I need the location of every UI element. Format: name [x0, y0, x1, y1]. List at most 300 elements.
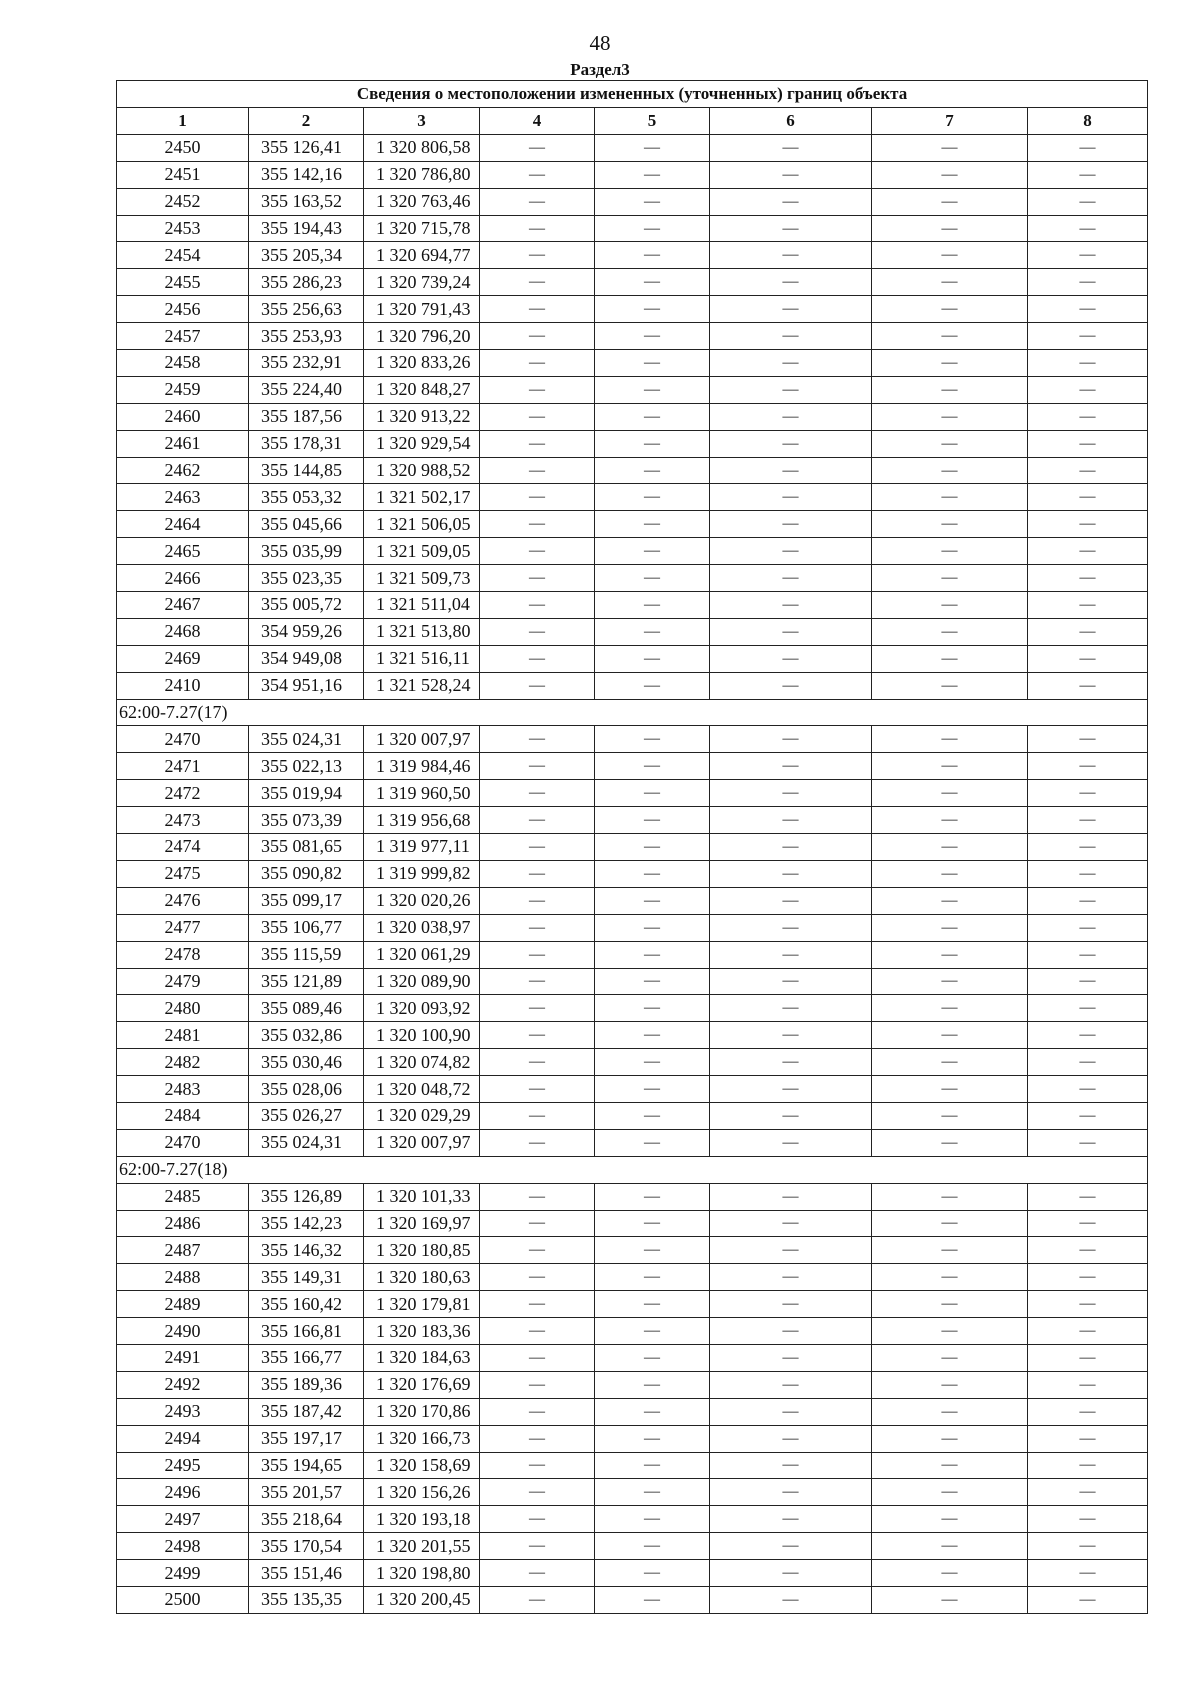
x-coordinate-cell: 355 146,32: [249, 1237, 364, 1264]
empty-value-cell: —: [1028, 968, 1148, 995]
empty-value-cell: —: [872, 1586, 1028, 1613]
empty-value-cell: —: [595, 1344, 710, 1371]
point-number-cell: 2485: [117, 1183, 249, 1210]
empty-value-cell: —: [1028, 296, 1148, 323]
y-coordinate-cell: 1 319 977,11: [364, 834, 480, 861]
empty-value-cell: —: [710, 134, 872, 161]
table-row: [117, 1076, 1148, 1103]
empty-value-cell: —: [480, 618, 595, 645]
empty-value-cell: —: [1028, 323, 1148, 350]
point-number-cell: 2474: [117, 834, 249, 861]
empty-value-cell: —: [480, 753, 595, 780]
empty-value-cell: —: [710, 538, 872, 565]
table-row: [117, 753, 1148, 780]
empty-value-cell: —: [872, 1425, 1028, 1452]
empty-value-cell: —: [480, 1586, 595, 1613]
table-row: [117, 834, 1148, 861]
point-number-cell: 2489: [117, 1291, 249, 1318]
empty-value-cell: —: [710, 1183, 872, 1210]
column-header: 2: [249, 108, 364, 135]
empty-value-cell: —: [595, 511, 710, 538]
empty-value-cell: —: [480, 376, 595, 403]
empty-value-cell: —: [872, 1533, 1028, 1560]
x-coordinate-cell: 355 187,42: [249, 1398, 364, 1425]
y-coordinate-cell: 1 320 007,97: [364, 1129, 480, 1156]
y-coordinate-cell: 1 320 193,18: [364, 1506, 480, 1533]
y-coordinate-cell: 1 320 156,26: [364, 1479, 480, 1506]
empty-value-cell: —: [595, 403, 710, 430]
empty-value-cell: —: [710, 242, 872, 269]
point-number-cell: 2453: [117, 215, 249, 242]
empty-value-cell: —: [595, 1291, 710, 1318]
x-coordinate-cell: 355 126,89: [249, 1183, 364, 1210]
empty-value-cell: —: [872, 1022, 1028, 1049]
empty-value-cell: —: [710, 1049, 872, 1076]
empty-value-cell: —: [872, 269, 1028, 296]
point-number-cell: 2483: [117, 1076, 249, 1103]
point-number-cell: 2494: [117, 1425, 249, 1452]
y-coordinate-cell: 1 321 509,73: [364, 565, 480, 592]
x-coordinate-cell: 355 178,31: [249, 430, 364, 457]
empty-value-cell: —: [1028, 1586, 1148, 1613]
column-header: 5: [595, 108, 710, 135]
empty-value-cell: —: [480, 968, 595, 995]
empty-value-cell: —: [1028, 726, 1148, 753]
empty-value-cell: —: [872, 188, 1028, 215]
table-row: [117, 887, 1148, 914]
empty-value-cell: —: [595, 1371, 710, 1398]
point-number-cell: 2490: [117, 1318, 249, 1345]
empty-value-cell: —: [480, 1533, 595, 1560]
empty-value-cell: —: [1028, 753, 1148, 780]
empty-value-cell: —: [710, 350, 872, 377]
empty-value-cell: —: [595, 968, 710, 995]
empty-value-cell: —: [595, 1183, 710, 1210]
table-row: [117, 618, 1148, 645]
y-coordinate-cell: 1 320 806,58: [364, 134, 480, 161]
empty-value-cell: —: [872, 753, 1028, 780]
empty-value-cell: —: [480, 672, 595, 699]
point-number-cell: 2498: [117, 1533, 249, 1560]
table-caption-row: [117, 81, 1148, 108]
empty-value-cell: —: [480, 511, 595, 538]
table-row: [117, 1237, 1148, 1264]
empty-value-cell: —: [480, 995, 595, 1022]
empty-value-cell: —: [1028, 645, 1148, 672]
empty-value-cell: —: [710, 403, 872, 430]
column-header: 1: [117, 108, 249, 135]
x-coordinate-cell: 354 951,16: [249, 672, 364, 699]
table-row: [117, 1371, 1148, 1398]
y-coordinate-cell: 1 320 184,63: [364, 1344, 480, 1371]
x-coordinate-cell: 355 121,89: [249, 968, 364, 995]
point-number-cell: 2450: [117, 134, 249, 161]
y-coordinate-cell: 1 320 739,24: [364, 269, 480, 296]
empty-value-cell: —: [710, 215, 872, 242]
y-coordinate-cell: 1 319 984,46: [364, 753, 480, 780]
x-coordinate-cell: 355 115,59: [249, 941, 364, 968]
x-coordinate-cell: 355 089,46: [249, 995, 364, 1022]
empty-value-cell: —: [710, 834, 872, 861]
y-coordinate-cell: 1 320 170,86: [364, 1398, 480, 1425]
empty-value-cell: —: [872, 1210, 1028, 1237]
empty-value-cell: —: [595, 1049, 710, 1076]
empty-value-cell: —: [872, 592, 1028, 619]
empty-value-cell: —: [872, 1076, 1028, 1103]
y-coordinate-cell: 1 320 101,33: [364, 1183, 480, 1210]
empty-value-cell: —: [1028, 914, 1148, 941]
empty-value-cell: —: [595, 780, 710, 807]
empty-value-cell: —: [872, 1398, 1028, 1425]
point-number-cell: 2462: [117, 457, 249, 484]
table-row: [117, 430, 1148, 457]
x-coordinate-cell: 355 163,52: [249, 188, 364, 215]
empty-value-cell: —: [595, 1318, 710, 1345]
x-coordinate-cell: 355 024,31: [249, 1129, 364, 1156]
empty-value-cell: —: [1028, 995, 1148, 1022]
table-row: [117, 242, 1148, 269]
y-coordinate-cell: 1 321 506,05: [364, 511, 480, 538]
empty-value-cell: —: [1028, 134, 1148, 161]
empty-value-cell: —: [1028, 1371, 1148, 1398]
empty-value-cell: —: [872, 1264, 1028, 1291]
empty-value-cell: —: [710, 968, 872, 995]
empty-value-cell: —: [710, 376, 872, 403]
empty-value-cell: —: [872, 780, 1028, 807]
empty-value-cell: —: [595, 753, 710, 780]
table-body: [117, 134, 1148, 1613]
empty-value-cell: —: [595, 995, 710, 1022]
empty-value-cell: —: [1028, 565, 1148, 592]
table-row: [117, 511, 1148, 538]
empty-value-cell: —: [480, 484, 595, 511]
empty-value-cell: —: [710, 1533, 872, 1560]
empty-value-cell: —: [872, 1129, 1028, 1156]
empty-value-cell: —: [480, 1560, 595, 1587]
empty-value-cell: —: [480, 834, 595, 861]
empty-value-cell: —: [872, 914, 1028, 941]
empty-value-cell: —: [595, 188, 710, 215]
empty-value-cell: —: [1028, 592, 1148, 619]
empty-value-cell: —: [595, 1533, 710, 1560]
empty-value-cell: —: [595, 860, 710, 887]
point-number-cell: 2493: [117, 1398, 249, 1425]
empty-value-cell: —: [872, 350, 1028, 377]
empty-value-cell: —: [480, 1210, 595, 1237]
empty-value-cell: —: [595, 887, 710, 914]
y-coordinate-cell: 1 320 169,97: [364, 1210, 480, 1237]
empty-value-cell: —: [710, 672, 872, 699]
point-number-cell: 2477: [117, 914, 249, 941]
x-coordinate-cell: 355 099,17: [249, 887, 364, 914]
empty-value-cell: —: [872, 860, 1028, 887]
empty-value-cell: —: [480, 1452, 595, 1479]
empty-value-cell: —: [710, 860, 872, 887]
empty-value-cell: —: [872, 968, 1028, 995]
x-coordinate-cell: 355 205,34: [249, 242, 364, 269]
empty-value-cell: —: [872, 1102, 1028, 1129]
empty-value-cell: —: [480, 1183, 595, 1210]
table-row: [117, 1479, 1148, 1506]
y-coordinate-cell: 1 319 956,68: [364, 807, 480, 834]
point-number-cell: 2464: [117, 511, 249, 538]
y-coordinate-cell: 1 320 038,97: [364, 914, 480, 941]
x-coordinate-cell: 355 144,85: [249, 457, 364, 484]
empty-value-cell: —: [710, 323, 872, 350]
empty-value-cell: —: [1028, 215, 1148, 242]
empty-value-cell: —: [480, 134, 595, 161]
empty-value-cell: —: [595, 726, 710, 753]
empty-value-cell: —: [1028, 672, 1148, 699]
empty-value-cell: —: [710, 1318, 872, 1345]
x-coordinate-cell: 355 032,86: [249, 1022, 364, 1049]
x-coordinate-cell: 355 170,54: [249, 1533, 364, 1560]
empty-value-cell: —: [1028, 1452, 1148, 1479]
x-coordinate-cell: 355 081,65: [249, 834, 364, 861]
empty-value-cell: —: [710, 161, 872, 188]
y-coordinate-cell: 1 320 198,80: [364, 1560, 480, 1587]
table-row: [117, 592, 1148, 619]
y-coordinate-cell: 1 320 694,77: [364, 242, 480, 269]
table-row: [117, 995, 1148, 1022]
empty-value-cell: —: [595, 1102, 710, 1129]
x-coordinate-cell: 355 256,63: [249, 296, 364, 323]
point-number-cell: 2455: [117, 269, 249, 296]
empty-value-cell: —: [1028, 1291, 1148, 1318]
empty-value-cell: —: [710, 1264, 872, 1291]
empty-value-cell: —: [872, 242, 1028, 269]
empty-value-cell: —: [595, 1398, 710, 1425]
point-number-cell: 2457: [117, 323, 249, 350]
empty-value-cell: —: [595, 941, 710, 968]
empty-value-cell: —: [1028, 1210, 1148, 1237]
point-number-cell: 2452: [117, 188, 249, 215]
empty-value-cell: —: [710, 1291, 872, 1318]
empty-value-cell: —: [1028, 457, 1148, 484]
table-row: [117, 1506, 1148, 1533]
x-coordinate-cell: 355 126,41: [249, 134, 364, 161]
empty-value-cell: —: [710, 1586, 872, 1613]
table-row: [117, 1586, 1148, 1613]
y-coordinate-cell: 1 320 200,45: [364, 1586, 480, 1613]
y-coordinate-cell: 1 320 089,90: [364, 968, 480, 995]
y-coordinate-cell: 1 320 158,69: [364, 1452, 480, 1479]
table-row: [117, 188, 1148, 215]
point-number-cell: 2467: [117, 592, 249, 619]
point-number-cell: 2460: [117, 403, 249, 430]
point-number-cell: 2480: [117, 995, 249, 1022]
empty-value-cell: —: [595, 1452, 710, 1479]
table-row: [117, 215, 1148, 242]
table-row: [117, 941, 1148, 968]
table-row: [117, 968, 1148, 995]
empty-value-cell: —: [1028, 403, 1148, 430]
x-coordinate-cell: 355 030,46: [249, 1049, 364, 1076]
empty-value-cell: —: [1028, 430, 1148, 457]
empty-value-cell: —: [710, 1398, 872, 1425]
point-number-cell: 2495: [117, 1452, 249, 1479]
point-number-cell: 2410: [117, 672, 249, 699]
empty-value-cell: —: [595, 269, 710, 296]
group-row: [117, 1156, 1148, 1183]
point-number-cell: 2482: [117, 1049, 249, 1076]
empty-value-cell: —: [1028, 538, 1148, 565]
empty-value-cell: —: [710, 188, 872, 215]
point-number-cell: 2481: [117, 1022, 249, 1049]
empty-value-cell: —: [710, 1479, 872, 1506]
empty-value-cell: —: [480, 403, 595, 430]
table-row: [117, 296, 1148, 323]
column-header: 3: [364, 108, 480, 135]
empty-value-cell: —: [595, 1210, 710, 1237]
x-coordinate-cell: 355 224,40: [249, 376, 364, 403]
empty-value-cell: —: [480, 538, 595, 565]
y-coordinate-cell: 1 320 763,46: [364, 188, 480, 215]
point-number-cell: 2458: [117, 350, 249, 377]
empty-value-cell: —: [710, 914, 872, 941]
point-number-cell: 2451: [117, 161, 249, 188]
x-coordinate-cell: 355 151,46: [249, 1560, 364, 1587]
empty-value-cell: —: [872, 941, 1028, 968]
empty-value-cell: —: [480, 565, 595, 592]
empty-value-cell: —: [872, 1183, 1028, 1210]
y-coordinate-cell: 1 320 048,72: [364, 1076, 480, 1103]
point-number-cell: 2465: [117, 538, 249, 565]
empty-value-cell: —: [1028, 618, 1148, 645]
empty-value-cell: —: [872, 565, 1028, 592]
empty-value-cell: —: [710, 887, 872, 914]
empty-value-cell: —: [480, 1398, 595, 1425]
empty-value-cell: —: [1028, 1398, 1148, 1425]
x-coordinate-cell: 355 019,94: [249, 780, 364, 807]
table-row: [117, 376, 1148, 403]
table-row: [117, 323, 1148, 350]
empty-value-cell: —: [480, 1022, 595, 1049]
empty-value-cell: —: [595, 350, 710, 377]
empty-value-cell: —: [1028, 484, 1148, 511]
empty-value-cell: —: [595, 1560, 710, 1587]
column-header-row: [117, 108, 1148, 135]
empty-value-cell: —: [710, 269, 872, 296]
point-number-cell: 2499: [117, 1560, 249, 1587]
empty-value-cell: —: [480, 592, 595, 619]
x-coordinate-cell: 355 218,64: [249, 1506, 364, 1533]
point-number-cell: 2492: [117, 1371, 249, 1398]
empty-value-cell: —: [872, 1371, 1028, 1398]
empty-value-cell: —: [710, 1076, 872, 1103]
coordinates-table: [116, 80, 1148, 1614]
empty-value-cell: —: [710, 484, 872, 511]
empty-value-cell: —: [872, 995, 1028, 1022]
empty-value-cell: —: [595, 376, 710, 403]
x-coordinate-cell: 355 201,57: [249, 1479, 364, 1506]
empty-value-cell: —: [710, 430, 872, 457]
empty-value-cell: —: [480, 188, 595, 215]
table-row: [117, 1533, 1148, 1560]
point-number-cell: 2488: [117, 1264, 249, 1291]
empty-value-cell: —: [1028, 1183, 1148, 1210]
x-coordinate-cell: 355 286,23: [249, 269, 364, 296]
empty-value-cell: —: [1028, 1264, 1148, 1291]
y-coordinate-cell: 1 320 061,29: [364, 941, 480, 968]
empty-value-cell: —: [1028, 834, 1148, 861]
empty-value-cell: —: [1028, 807, 1148, 834]
empty-value-cell: —: [710, 1560, 872, 1587]
table-row: [117, 807, 1148, 834]
empty-value-cell: —: [1028, 860, 1148, 887]
empty-value-cell: —: [872, 1344, 1028, 1371]
y-coordinate-cell: 1 320 786,80: [364, 161, 480, 188]
empty-value-cell: —: [595, 296, 710, 323]
table-row: [117, 1425, 1148, 1452]
empty-value-cell: —: [480, 1506, 595, 1533]
x-coordinate-cell: 355 197,17: [249, 1425, 364, 1452]
y-coordinate-cell: 1 321 528,24: [364, 672, 480, 699]
y-coordinate-cell: 1 320 791,43: [364, 296, 480, 323]
empty-value-cell: —: [595, 484, 710, 511]
x-coordinate-cell: 355 028,06: [249, 1076, 364, 1103]
y-coordinate-cell: 1 320 833,26: [364, 350, 480, 377]
point-number-cell: 2484: [117, 1102, 249, 1129]
y-coordinate-cell: 1 320 988,52: [364, 457, 480, 484]
empty-value-cell: —: [595, 242, 710, 269]
point-number-cell: 2497: [117, 1506, 249, 1533]
empty-value-cell: —: [710, 726, 872, 753]
empty-value-cell: —: [872, 134, 1028, 161]
x-coordinate-cell: 354 949,08: [249, 645, 364, 672]
empty-value-cell: —: [480, 269, 595, 296]
empty-value-cell: —: [710, 1210, 872, 1237]
empty-value-cell: —: [595, 134, 710, 161]
table-row: [117, 457, 1148, 484]
empty-value-cell: —: [872, 215, 1028, 242]
empty-value-cell: —: [1028, 376, 1148, 403]
table-row: [117, 1210, 1148, 1237]
y-coordinate-cell: 1 321 502,17: [364, 484, 480, 511]
point-number-cell: 2466: [117, 565, 249, 592]
y-coordinate-cell: 1 320 913,22: [364, 403, 480, 430]
empty-value-cell: —: [1028, 1318, 1148, 1345]
empty-value-cell: —: [1028, 780, 1148, 807]
group-row: [117, 699, 1148, 726]
empty-value-cell: —: [595, 618, 710, 645]
point-number-cell: 2459: [117, 376, 249, 403]
point-number-cell: 2491: [117, 1344, 249, 1371]
group-label: 62:00-7.27(18): [117, 1156, 1148, 1183]
empty-value-cell: —: [710, 457, 872, 484]
empty-value-cell: —: [1028, 1102, 1148, 1129]
empty-value-cell: —: [480, 457, 595, 484]
empty-value-cell: —: [710, 511, 872, 538]
x-coordinate-cell: 355 160,42: [249, 1291, 364, 1318]
table-row: [117, 1560, 1148, 1587]
empty-value-cell: —: [710, 780, 872, 807]
y-coordinate-cell: 1 320 074,82: [364, 1049, 480, 1076]
group-label: 62:00-7.27(17): [117, 699, 1148, 726]
table-row: [117, 161, 1148, 188]
y-coordinate-cell: 1 320 715,78: [364, 215, 480, 242]
table-row: [117, 1022, 1148, 1049]
y-coordinate-cell: 1 320 100,90: [364, 1022, 480, 1049]
x-coordinate-cell: 355 024,31: [249, 726, 364, 753]
empty-value-cell: —: [872, 887, 1028, 914]
empty-value-cell: —: [710, 941, 872, 968]
point-number-cell: 2469: [117, 645, 249, 672]
empty-value-cell: —: [1028, 511, 1148, 538]
empty-value-cell: —: [480, 350, 595, 377]
point-number-cell: 2479: [117, 968, 249, 995]
empty-value-cell: —: [1028, 887, 1148, 914]
